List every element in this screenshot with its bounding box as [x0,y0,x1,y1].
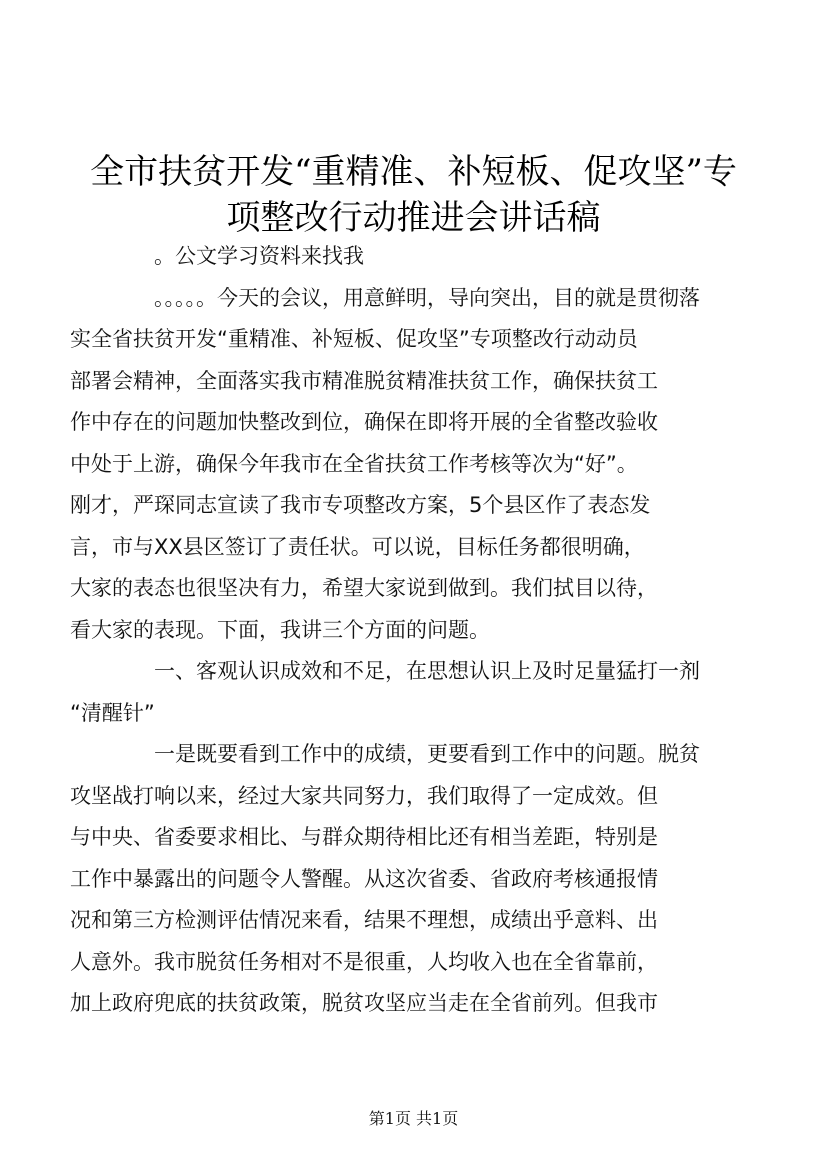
page-footer: 第1页 共1页 [368,1109,459,1128]
paragraph-line: “清醒针” [70,700,155,725]
paragraph-line: 中处于上游，确保今年我市在全省扶贫工作考核等次为“好”。 [70,451,638,476]
document-title-line-1: 全市扶贫开发“重精准、补短板、促攻坚”专 [90,152,737,192]
paragraph-line: 一、客观认识成效和不足，在思想认识上及时足量猛打一剂 [154,659,700,683]
paragraph-line: 看大家的表现。下面，我讲三个方面的问题。 [70,617,490,642]
paragraph-line: 工作中暴露出的问题令人警醒。从这次省委、省政府考核通报情 [70,866,658,891]
paragraph-line: 。公文学习资料来找我 [154,244,364,268]
paragraph-line: 加上政府兜底的扶贫政策，脱贫攻坚应当走在全省前列。但我市 [70,991,658,1015]
paragraph [112,236,732,278]
paragraph-line: 刚才，严琛同志宣读了我市专项整改方案，5个县区作了表态发 [70,493,651,517]
document-body [70,236,732,1025]
paragraph-line: 言，市与XX县区签订了责任状。可以说，目标任务都很明确， [70,534,645,559]
paragraph-line: 大家的表态也很坚决有力，希望大家说到做到。我们拭目以待， [70,576,658,600]
paragraph [70,734,732,1025]
paragraph-line: 。。。。。今天的会议，用意鲜明，导向突出，目的就是贯彻落 [154,285,700,310]
paragraph-line: 部署会精神，全面落实我市精准脱贫精准扶贫工作，确保扶贫工 [70,368,658,393]
paragraph-line: 一是既要看到工作中的成绩，更要看到工作中的问题。脱贫 [154,742,700,766]
paragraph-line: 与中央、省委要求相比、与群众期待相比还有相当差距，特别是 [70,825,658,849]
paragraph [70,651,732,734]
paragraph [70,278,732,652]
paragraph-line: 作中存在的问题加快整改到位，确保在即将开展的全省整改验收 [70,410,658,434]
paragraph-line: 人意外。我市脱贫任务相对不是很重，人均收入也在全省靠前， [70,949,658,974]
paragraph-line: 实全省扶贫开发“重精准、补短板、促攻坚”专项整改行动动员 [70,327,638,351]
document-title-line-2: 项整改行动推进会讲话稿 [226,198,601,238]
paragraph-line: 况和第三方检测评估情况来看，结果不理想，成绩出乎意料、出 [70,908,658,932]
paragraph-line: 攻坚战打响以来，经过大家共同努力，我们取得了一定成效。但 [70,783,658,808]
